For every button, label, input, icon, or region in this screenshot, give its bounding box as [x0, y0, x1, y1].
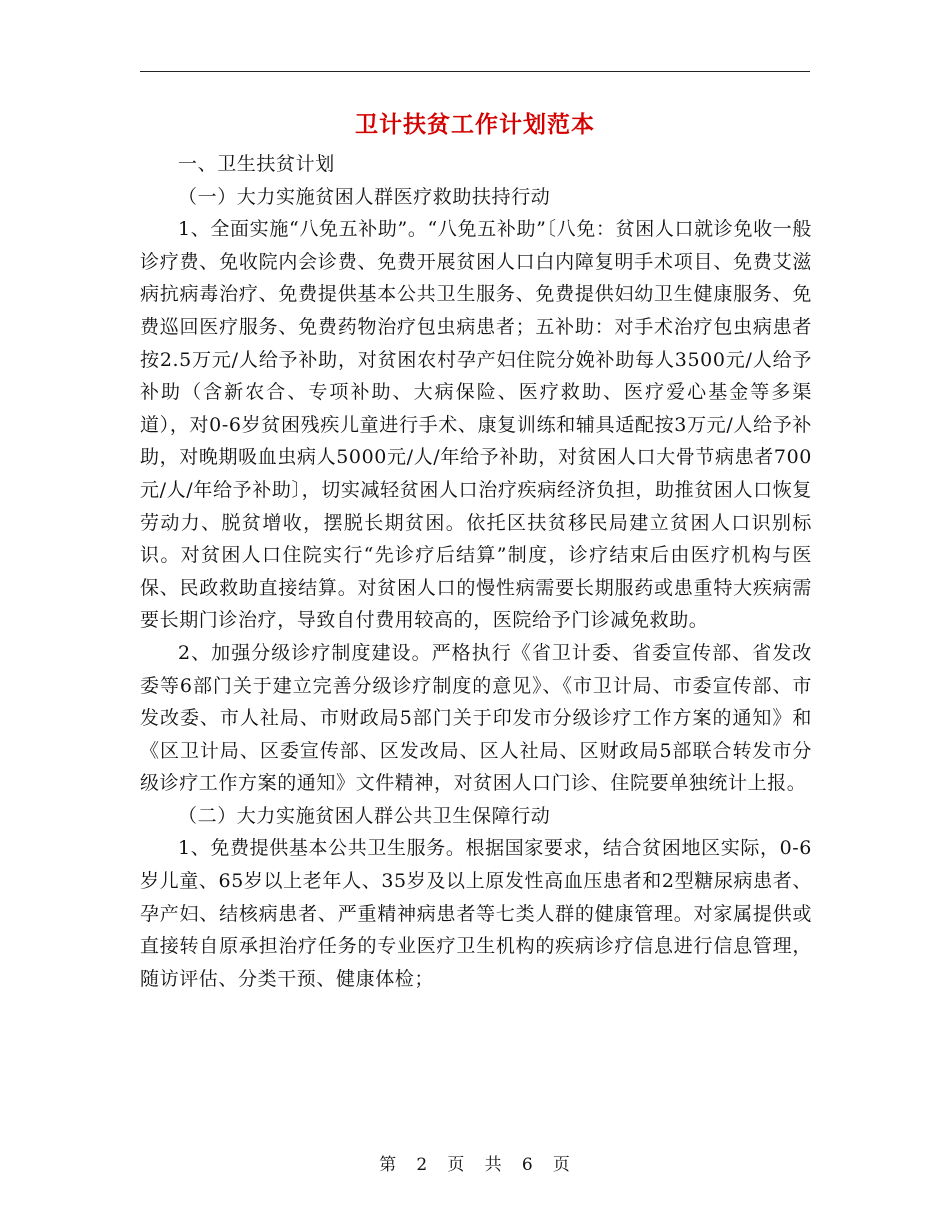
paragraph-item-2: 2、加强分级诊疗制度建设。严格执行《省卫计委、省委宣传部、省发改委等6部门关于建立完善分级诊疗制度的意见》、《市卫计局、市委宣传部、市发改委、市人社局、市财政局5部门关于印发市分级诊疗工作方案的通知》和《区卫计局、区委宣传部、区发改局、区人社局、区财政局5部联合转发市分级诊疗工作方案的通知》文件精神，对贫困人口门诊、住院要单独统计上报。: [140, 641, 812, 795]
footer-label-page: 第: [379, 1155, 398, 1175]
document-body: [140, 148, 812, 995]
heading-subsection-2: （二）大力实施贫困人群公共卫生保障行动: [178, 804, 551, 827]
footer-label-total: 共: [484, 1155, 503, 1175]
footer-current-page: 2: [416, 1155, 429, 1175]
document-title: 卫计扶贫工作计划范本: [355, 111, 595, 138]
footer-label-page-unit: 页: [447, 1155, 466, 1175]
paragraph-item-1: 1、全面实施“八免五补助”。“八免五补助”〔八免：贫困人口就诊免收一般诊疗费、免收院内会诊费、免费开展贫困人口白内障复明手术项目、免费艾滋病抗病毒治疗、免费提供基本公共卫生服务、免费提供妇幼卫生健康服务、免费巡回医疗服务、免费药物治疗包虫病患者；五补助：对手术治疗包虫病患者按2.5万元/人给予补助，对贫困农村孕产妇住院分娩补助每人3500元/人给予补助（含新农合、专项补助、大病保险、医疗救助、医疗爱心基金等多渠道），对0-6岁贫困残疾儿童进行手术、康复训练和辅具适配按3万元/人给予补助，对晚期吸血虫病人5000元/人/年给予补助，对贫困人口大骨节病患者700元/人/年给予补助〕，切实减轻贫困人口治疗疾病经济负担，助推贫困人口恢复劳动力、脱贫增收，摆脱长期贫困。依托区扶贫移民局建立贫困人口识别标识。对贫困人口住院实行“先诊疗后结算”制度，诊疗结束后由医疗机构与医保、民政救助直接结算。对贫困人口的慢性病需要长期服药或患重特大疾病需要长期门诊治疗，导致自付费用较高的，医院给予门诊减免救助。: [140, 218, 812, 632]
paragraph-item-3: 1、免费提供基本公共卫生服务。根据国家要求，结合贫困地区实际，0-6岁儿童、65岁以上老年人、35岁及以上原发性高血压患者和2型糖尿病患者、孕产妇、结核病患者、严重精神病患者等七类人群的健康管理。对家属提供或直接转自原承担治疗任务的专业医疗卫生机构的疾病诊疗信息进行信息管理，随访评估、分类干预、健康体检；: [140, 837, 812, 990]
heading-subsection-1: （一）大力实施贫困人群医疗救助扶持行动: [178, 185, 551, 208]
footer-label-total-unit: 页: [552, 1155, 571, 1175]
heading-section-1: 一、卫生扶贫计划: [178, 153, 335, 175]
footer-total-pages: 6: [521, 1155, 534, 1175]
page-footer: [0, 1153, 950, 1177]
header-rule: [140, 71, 810, 72]
